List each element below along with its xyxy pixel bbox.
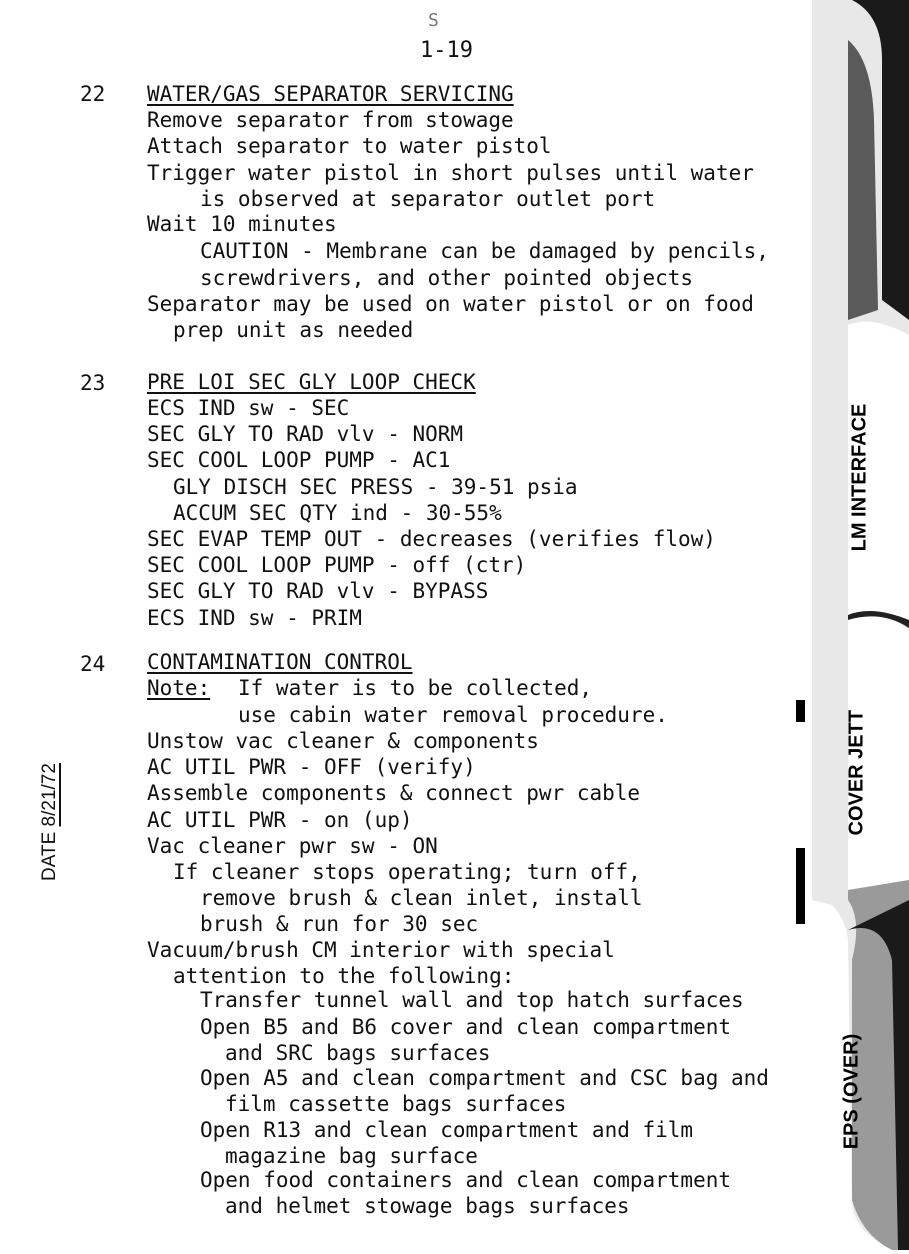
note-line: If water is to be collected, [238,676,593,700]
date-value: 8/21/72 [39,763,60,827]
step-line: SEC COOL LOOP PUMP - AC1 [147,448,451,472]
step-line: ACCUM SEC QTY ind - 30-55% [173,501,502,525]
step-line: is observed at separator outlet port [200,187,656,211]
step-line: Open food containers and clean compartment [200,1168,732,1192]
change-bar [796,700,805,722]
top-mark: S [428,10,439,31]
step-line: If cleaner stops operating; turn off, [173,860,641,884]
step-line: SEC GLY TO RAD vlv - BYPASS [147,579,489,603]
step-line: AC UTIL PWR - on (up) [147,808,413,832]
step-line: Open B5 and B6 cover and clean compartment [200,1015,732,1039]
step-line: Trigger water pistol in short pulses until water [147,161,754,185]
tab-eps-over: EPS (OVER) [840,1033,863,1150]
step-line: and helmet stowage bags surfaces [225,1194,630,1218]
section-number: 22 [80,82,106,106]
step-line: film cassette bags surfaces [225,1092,567,1116]
step-line: Separator may be used on water pistol or on food [147,292,754,316]
step-line: Remove separator from stowage [147,108,514,132]
index-tabs [812,0,909,1250]
section-number: 24 [80,652,106,676]
section-number: 23 [80,371,106,395]
section-title: WATER/GAS SEPARATOR SERVICING [147,82,514,106]
step-line: SEC EVAP TEMP OUT - decreases (verifies flow) [147,527,716,551]
caution-line: CAUTION - Membrane can be damaged by pencils, [200,239,769,263]
change-bar [796,848,805,924]
step-line: brush & run for 30 sec [200,912,479,936]
step-line: Assemble components & connect pwr cable [147,781,641,805]
step-line: GLY DISCH SEC PRESS - 39-51 psia [173,475,578,499]
step-line: Unstow vac cleaner & components [147,729,539,753]
date-label: DATE [39,831,60,881]
step-line: Vacuum/brush CM interior with special [147,938,615,962]
step-line: ECS IND sw - PRIM [147,606,362,630]
step-line: SEC GLY TO RAD vlv - NORM [147,422,464,446]
section-title: CONTAMINATION CONTROL [147,650,413,674]
step-line: prep unit as needed [173,318,414,342]
note-label: Note: [147,676,211,700]
step-line: remove brush & clean inlet, install [200,886,643,910]
revision-date [39,761,61,881]
step-line: and SRC bags surfaces [225,1041,491,1065]
tab-cover-jett: COVER JETT [845,709,868,836]
step-line: attention to the following: [173,964,515,988]
note-line: use cabin water removal procedure. [238,703,668,727]
step-line: Wait 10 minutes [147,212,337,236]
step-line: ECS IND sw - SEC [147,396,350,420]
step-line: AC UTIL PWR - OFF (verify) [147,755,476,779]
page-number: 1-19 [420,38,473,63]
step-line: Transfer tunnel wall and top hatch surfaces [200,988,744,1012]
caution-line: screwdrivers, and other pointed objects [200,266,694,290]
tab-lm-interface: LM INTERFACE [848,403,871,552]
step-line: magazine bag surface [225,1144,478,1168]
step-line: Open A5 and clean compartment and CSC bag and [200,1066,769,1090]
section-title: PRE LOI SEC GLY LOOP CHECK [147,370,476,394]
step-line: Vac cleaner pwr sw - ON [147,834,438,858]
step-line: SEC COOL LOOP PUMP - off (ctr) [147,553,527,577]
step-line: Open R13 and clean compartment and film [200,1118,694,1142]
step-line: Attach separator to water pistol [147,134,552,158]
